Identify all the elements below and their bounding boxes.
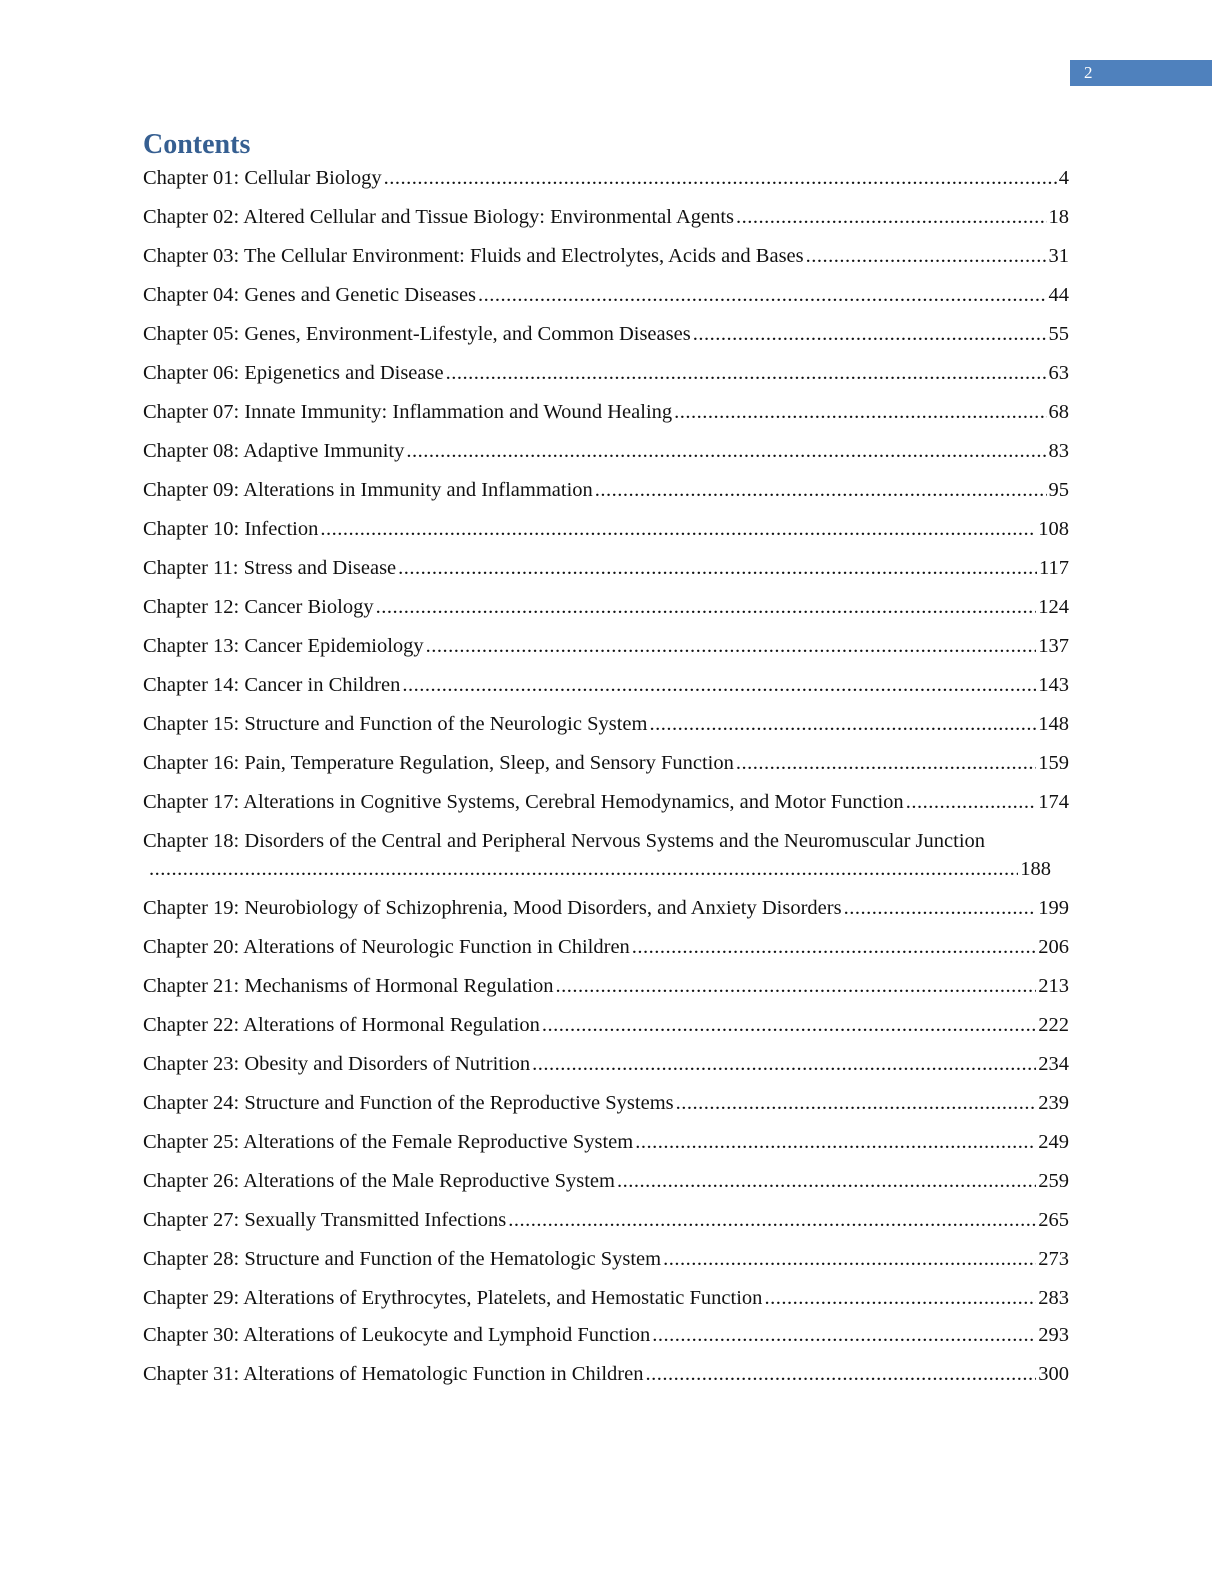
toc-entry-title: Chapter 16: Pain, Temperature Regulation, Sleep, and Sensory Function — [143, 752, 734, 774]
toc-entry[interactable] — [143, 320, 1069, 348]
toc-entry[interactable] — [143, 359, 1069, 387]
toc-entry[interactable] — [143, 894, 1069, 922]
dot-leader — [676, 1089, 1037, 1117]
toc-entry[interactable] — [143, 972, 1069, 1000]
toc-entry-page: 55 — [1048, 323, 1069, 345]
toc-entry[interactable] — [143, 164, 1069, 192]
toc-entry-page: 206 — [1038, 936, 1069, 958]
toc-entry[interactable] — [143, 933, 1069, 961]
dot-leader — [478, 281, 1046, 309]
toc-entry-title: Chapter 14: Cancer in Children — [143, 674, 401, 696]
toc-entry-page: 137 — [1038, 635, 1069, 657]
toc-entry[interactable] — [143, 515, 1069, 543]
dot-leader — [806, 242, 1047, 270]
toc-entry-title: Chapter 10: Infection — [143, 518, 319, 540]
toc-entry[interactable] — [143, 1321, 1069, 1349]
toc-entry-page: 18 — [1048, 206, 1069, 228]
dot-leader — [645, 1360, 1036, 1388]
dot-leader — [844, 894, 1037, 922]
toc-entry-title: Chapter 07: Innate Immunity: Inflammation and Wound Healing — [143, 401, 673, 423]
toc-entry-page: 265 — [1038, 1209, 1069, 1231]
toc-entry[interactable] — [143, 632, 1069, 660]
dot-leader — [556, 972, 1037, 1000]
toc-entry-page: 300 — [1038, 1363, 1069, 1385]
toc-entry-page: 239 — [1038, 1092, 1069, 1114]
toc-entry-page: 95 — [1048, 479, 1069, 501]
toc-entry-title: Chapter 11: Stress and Disease — [143, 557, 397, 579]
dot-leader — [906, 788, 1037, 816]
toc-entry-page: 174 — [1038, 791, 1069, 813]
toc-entry[interactable] — [143, 593, 1069, 621]
toc-entry-title: Chapter 19: Neurobiology of Schizophrenia, Mood Disorders, and Anxiety Disorders — [143, 897, 842, 919]
page-number: 2 — [1070, 60, 1212, 86]
toc-entry[interactable] — [143, 749, 1069, 777]
toc-entry[interactable] — [143, 1360, 1069, 1388]
dot-leader — [635, 1128, 1036, 1156]
toc-entry[interactable] — [143, 1128, 1069, 1156]
toc-entry-title: Chapter 20: Alterations of Neurologic Function in Children — [143, 936, 630, 958]
toc-entry-title: Chapter 17: Alterations in Cognitive Systems, Cerebral Hemodynamics, and Motor Function — [143, 791, 904, 813]
toc-entry-page: 83 — [1048, 440, 1069, 462]
toc-entry-title: Chapter 23: Obesity and Disorders of Nutrition — [143, 1053, 531, 1075]
dot-leader — [649, 710, 1036, 738]
dot-leader — [736, 203, 1046, 231]
toc-entry[interactable] — [143, 671, 1069, 699]
toc-entry-page: 259 — [1038, 1170, 1069, 1192]
toc-entry-title: Chapter 22: Alterations of Hormonal Regulation — [143, 1014, 540, 1036]
dot-leader — [406, 437, 1046, 465]
toc-entry-page: 234 — [1038, 1053, 1069, 1075]
toc-entry-title: Chapter 04: Genes and Genetic Diseases — [143, 284, 477, 306]
toc-entry-page: 249 — [1038, 1131, 1069, 1153]
dot-leader — [663, 1245, 1036, 1273]
dot-leader — [446, 359, 1047, 387]
toc-entry[interactable] — [143, 788, 1069, 816]
dot-leader — [632, 933, 1036, 961]
toc-entry-page: 44 — [1048, 284, 1069, 306]
toc-entry-page: 148 — [1038, 713, 1069, 735]
toc-entry-page: 273 — [1038, 1248, 1069, 1270]
toc-entry-page: 124 — [1038, 596, 1069, 618]
dot-leader — [149, 855, 1018, 883]
toc-entry-title: Chapter 01: Cellular Biology — [143, 167, 382, 189]
toc-entry[interactable] — [143, 1167, 1069, 1195]
dot-leader — [402, 671, 1036, 699]
dot-leader — [595, 476, 1047, 504]
toc-entry-page: 108 — [1038, 518, 1069, 540]
toc-entry-page: 159 — [1038, 752, 1069, 774]
toc-entry-title: Chapter 18: Disorders of the Central and Peripheral Nervous Systems and the Neuromuscular Junction — [143, 830, 986, 852]
toc-entry[interactable] — [143, 554, 1069, 582]
dot-leader — [398, 554, 1037, 582]
toc-entry-page: 213 — [1038, 975, 1069, 997]
toc-entry-page: 63 — [1048, 362, 1069, 384]
toc-entry-title: Chapter 08: Adaptive Immunity — [143, 440, 405, 462]
dot-leader — [532, 1050, 1036, 1078]
toc-entry-page: 293 — [1038, 1324, 1069, 1346]
toc-entry[interactable] — [143, 476, 1069, 504]
dot-leader — [542, 1011, 1036, 1039]
toc-entry-title: Chapter 12: Cancer Biology — [143, 596, 374, 618]
toc-entry-page: 188 — [1020, 858, 1051, 880]
toc-entry-title: Chapter 21: Mechanisms of Hormonal Regulation — [143, 975, 554, 997]
dot-leader — [764, 1284, 1036, 1312]
toc-entry-page: 143 — [1038, 674, 1069, 696]
toc-entry-title: Chapter 13: Cancer Epidemiology — [143, 635, 424, 657]
toc-entry[interactable] — [143, 827, 1069, 883]
toc-entry-title: Chapter 27: Sexually Transmitted Infections — [143, 1209, 507, 1231]
toc-entry[interactable] — [143, 1206, 1069, 1234]
dot-leader — [508, 1206, 1036, 1234]
toc-entry-title: Chapter 09: Alterations in Immunity and Inflammation — [143, 479, 593, 501]
toc-entry[interactable] — [143, 437, 1069, 465]
toc-entry[interactable] — [143, 710, 1069, 738]
dot-leader — [617, 1167, 1036, 1195]
toc-entry-title: Chapter 30: Alterations of Leukocyte and Lymphoid Function — [143, 1324, 651, 1346]
toc-entry[interactable] — [143, 1245, 1069, 1273]
toc-entry-title: Chapter 26: Alterations of the Male Reproductive System — [143, 1170, 615, 1192]
toc-entry-title: Chapter 24: Structure and Function of the Reproductive Systems — [143, 1092, 674, 1114]
toc-entry-page: 222 — [1038, 1014, 1069, 1036]
dot-leader — [376, 593, 1037, 621]
toc-entry-title: Chapter 31: Alterations of Hematologic Function in Children — [143, 1363, 644, 1385]
toc-entry-page: 199 — [1038, 897, 1069, 919]
toc-entry[interactable] — [143, 1050, 1069, 1078]
toc-heading: Contents — [143, 129, 251, 160]
toc-entry-page: 117 — [1039, 557, 1069, 579]
toc-entry-page: 283 — [1038, 1287, 1069, 1309]
dot-leader — [693, 320, 1047, 348]
toc-entry-title: Chapter 06: Epigenetics and Disease — [143, 362, 444, 384]
toc-entry-title: Chapter 03: The Cellular Environment: Fluids and Electrolytes, Acids and Bases — [143, 245, 804, 267]
dot-leader — [652, 1321, 1036, 1349]
toc-entry[interactable] — [143, 203, 1069, 231]
toc-entry[interactable] — [143, 242, 1069, 270]
dot-leader — [674, 398, 1046, 426]
toc-entry[interactable] — [143, 398, 1069, 426]
toc-entry[interactable] — [143, 1089, 1069, 1117]
dot-leader — [384, 164, 1057, 192]
toc-entry-page: 68 — [1048, 401, 1069, 423]
toc-entry[interactable] — [143, 1284, 1069, 1312]
toc-entry-title: Chapter 29: Alterations of Erythrocytes, Platelets, and Hemostatic Function — [143, 1287, 763, 1309]
toc-entry-page: 4 — [1058, 167, 1069, 189]
toc-entry-title: Chapter 28: Structure and Function of the Hematologic System — [143, 1248, 662, 1270]
dot-leader — [426, 632, 1037, 660]
dot-leader — [320, 515, 1036, 543]
toc-entry-page: 31 — [1048, 245, 1069, 267]
dot-leader — [736, 749, 1036, 777]
toc-entry-title: Chapter 02: Altered Cellular and Tissue Biology: Environmental Agents — [143, 206, 735, 228]
toc-entry-title: Chapter 15: Structure and Function of the Neurologic System — [143, 713, 648, 735]
toc-entry[interactable] — [143, 281, 1069, 309]
toc-entry[interactable] — [143, 1011, 1069, 1039]
toc-entry-title: Chapter 05: Genes, Environment-Lifestyle, and Common Diseases — [143, 323, 691, 345]
toc-entry-title: Chapter 25: Alterations of the Female Reproductive System — [143, 1131, 634, 1153]
